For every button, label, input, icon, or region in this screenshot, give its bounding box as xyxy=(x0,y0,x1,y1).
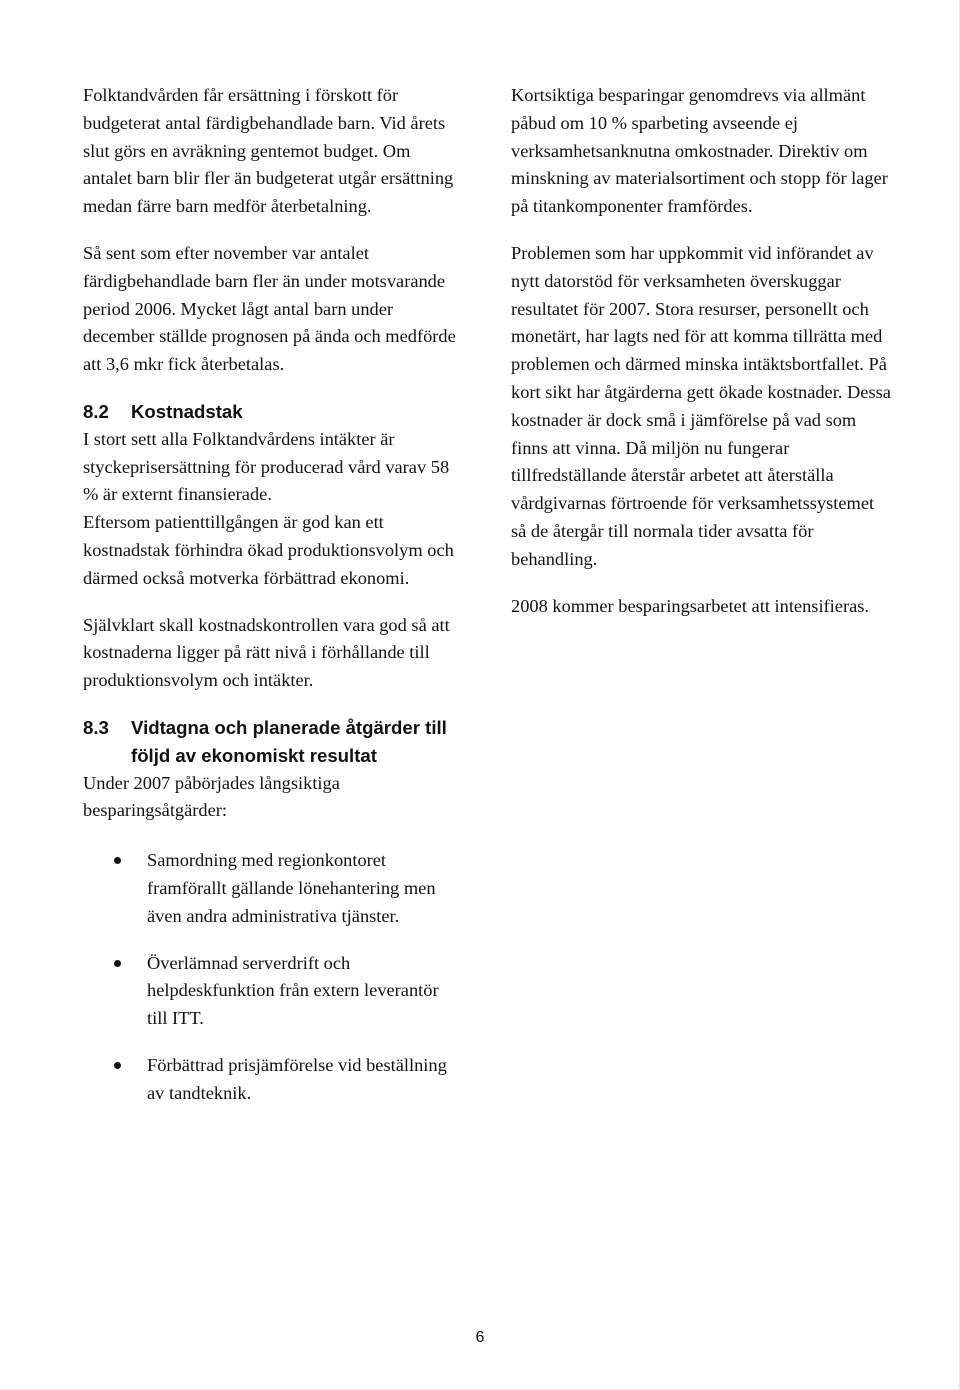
section-number: 8.2 xyxy=(83,400,109,422)
paragraph-november: Så sent som efter november var antalet färdigbehandlade barn fler än under motsvarande period 2006. Mycket lågt antal barn under december ställde prognosen på ända och medförde att 3,6 mkr fick återbetalas. xyxy=(83,242,456,375)
section-heading-measures xyxy=(83,714,463,770)
bullet-icon xyxy=(114,1062,121,1069)
paragraph-it-problems: Problemen som har uppkommit vid införandet av nytt datorstöd för verksamheten överskuggar resultatet för 2007. Stora resurser, personellt och monetärt, har lagts ned för att komma tillrätta med problemen och därmed minska intäktsbortfallet. På kort sikt har åtgärderna gett ökade kostnader. Dessa kostnader är dock små i jämförelse på vad som finns att vinna. Då miljön nu fungerar tillfredställande återstår arbetet att återställa vårdgivarnas förtroende för verksamhetssystemet så de återgår till normala tider avsatta för behandling. xyxy=(511,242,891,569)
paragraph-short-term-savings: Kortsiktiga besparingar genomdrevs via allmänt påbud om 10 % sparbeting avseende ej verksamhetsanknutna omkostnader. Direktiv om minskning av materialsortiment och stopp för lager på titankomponenter framfördes. xyxy=(511,85,888,217)
list-item-text: Förbättrad prisjämförelse vid beställning av tandteknik. xyxy=(147,1054,447,1103)
paragraph-2008: 2008 kommer besparingsarbetet att intensifieras. xyxy=(511,595,869,616)
measures-list xyxy=(83,847,463,1107)
list-item-text: Överlämnad serverdrift och helpdeskfunktion från extern leverantör till ITT. xyxy=(147,952,439,1029)
section-title: Vidtagna och planerade åtgärder till följd av ekonomiskt resultat xyxy=(131,716,447,766)
list-item xyxy=(83,847,463,930)
paragraph-intro-measures: Under 2007 påbörjades långsiktiga besparingsåtgärder: xyxy=(83,772,340,821)
list-item-text: Samordning med regionkontoret framförallt gällande lönehantering men även andra administrativa tjänster. xyxy=(147,850,436,926)
list-item xyxy=(83,1052,463,1108)
bullet-icon xyxy=(114,960,121,967)
paragraph-reimbursement: Folktandvården får ersättning i förskott för budgeterat antal färdigbehandlade barn. Vid årets slut görs en avräkning gentemot budget. Om antalet barn blir fler än budgeterat utgår ersättning medan färre barn medför återbetalning. xyxy=(83,85,454,217)
page-number: 6 xyxy=(475,1329,485,1346)
paragraph-cost-control: Självklart skall kostnadskontrollen vara god så att kostnaderna ligger på rätt nivå i förhållande till produktionsvolym och intäkter. xyxy=(83,614,450,691)
paragraph-patient-access: Eftersom patienttillgången är god kan ett kostnadstak förhindra ökad produktionsvolym och därmed också motverka förbättrad ekonomi. xyxy=(83,512,454,588)
section-heading-kostnadstak xyxy=(83,398,463,426)
left-column xyxy=(83,82,463,1108)
list-item xyxy=(83,950,463,1033)
right-column xyxy=(511,82,891,620)
paragraph-revenue: I stort sett alla Folktandvårdens intäkter är styckeprisersättning för producerad vård varav 58 % är externt finansierade. xyxy=(83,428,450,505)
bullet-icon xyxy=(114,857,121,864)
section-number: 8.3 xyxy=(83,716,109,738)
section-title: Kostnadstak xyxy=(131,400,243,422)
